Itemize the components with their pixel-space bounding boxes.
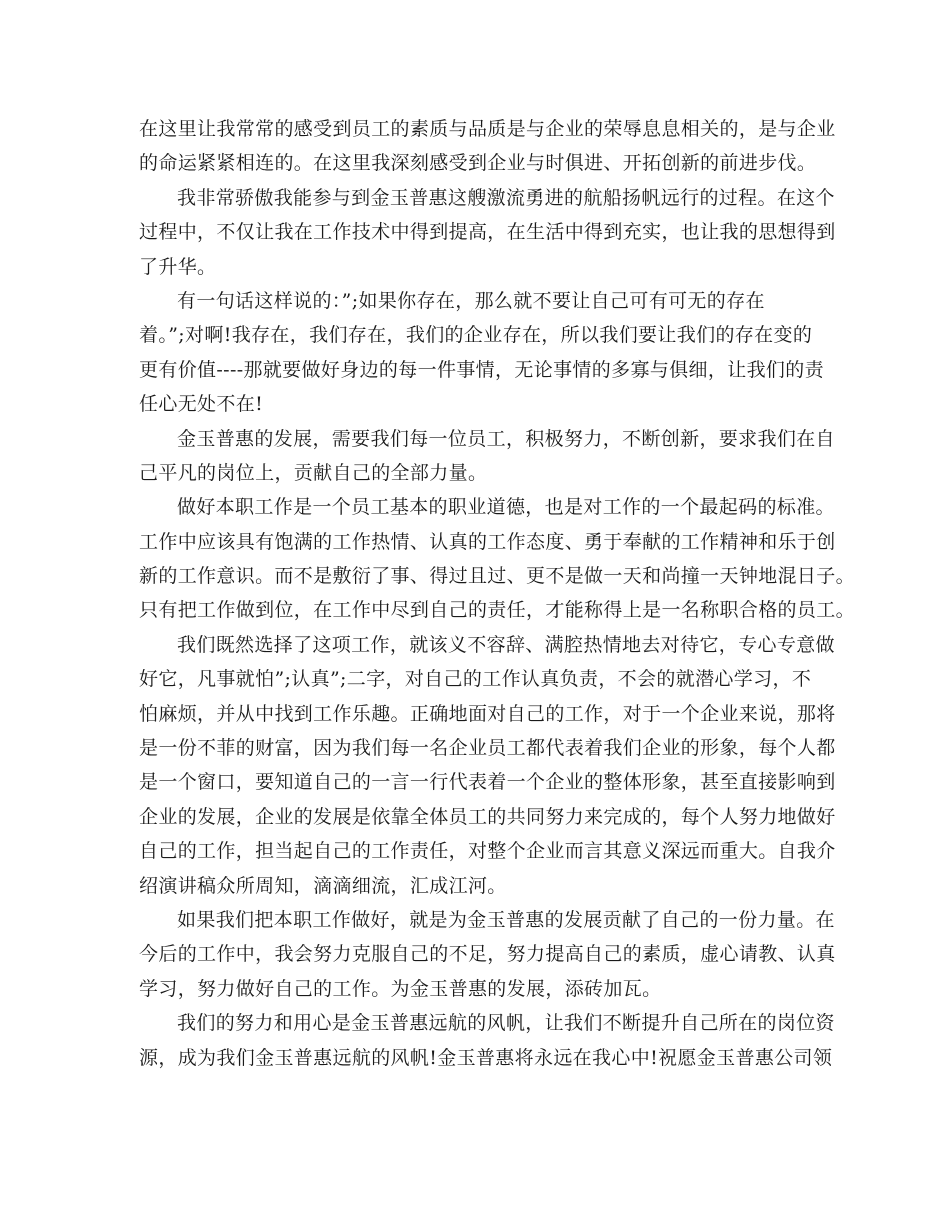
text-line: 过程中，不仅让我在工作技术中得到提高，在生活中得到充实，也让我的思想得到	[139, 221, 836, 244]
text-line: 好它，凡事就怕”;认真”;二字，对自己的工作认真负责，不会的就潜心学习，不	[139, 668, 812, 691]
text-line: 工作中应该具有饱满的工作热情、认真的工作态度、勇于奉献的工作精神和乐于创	[139, 530, 836, 553]
text-line: 在这里让我常常的感受到员工的素质与品质是与企业的荣辱息息相关的，是与企业	[139, 118, 836, 140]
text-line: 学习，努力做好自己的工作。为金玉普惠的发展，添砖加瓦。	[139, 977, 662, 1000]
text-line: 我非常骄傲我能参与到金玉普惠这艘激流勇进的航船扬帆远行的过程。在这个	[177, 186, 835, 209]
text-line: 是一个窗口，要知道自己的一言一行代表着一个企业的整体形象，甚至直接影响到	[139, 771, 836, 794]
text-line: 我们的努力和用心是金玉普惠远航的风帆，让我们不断提升自己所在的岗位资	[177, 1012, 835, 1035]
text-line: 做好本职工作是一个员工基本的职业道德，也是对工作的一个最起码的标准。	[177, 496, 835, 519]
text-line: 着。”;对啊!我存在，我们存在，我们的企业存在，所以我们要让我们的存在变的	[139, 324, 813, 347]
text-line: 任心无处不在!	[139, 393, 264, 416]
text-line: 是一份不菲的财富，因为我们每一名企业员工都代表着我们企业的形象，每个人都	[139, 737, 836, 760]
document-body	[139, 112, 855, 1075]
text-line: 有一句话这样说的：”;如果你存在，那么就不要让自己可有可无的存在	[177, 289, 765, 312]
text-line: 自己的工作，担当起自己的工作责任，对整个企业而言其意义深远而重大。自我介	[139, 840, 836, 863]
text-line: 金玉普惠的发展，需要我们每一位员工，积极努力，不断创新，要求我们在自	[177, 427, 835, 450]
text-line: 怕麻烦，并从中找到工作乐趣。正确地面对自己的工作，对于一个企业来说，那将	[139, 702, 836, 725]
text-line: 绍演讲稿众所周知，滴滴细流，汇成江河。	[139, 874, 507, 897]
text-line: 今后的工作中，我会努力克服自己的不足，努力提高自己的素质，虚心请教、认真	[139, 943, 836, 966]
text-line: 我们既然选择了这项工作，就该义不容辞、满腔热情地去对待它，专心专意做	[177, 633, 835, 656]
text-line: 源，成为我们金玉普惠远航的风帆!金玉普惠将永远在我心中!祝愿金玉普惠公司领	[139, 1046, 833, 1069]
text-line: 企业的发展，企业的发展是依靠全体员工的共同努力来完成的，每个人努力地做好	[139, 805, 836, 828]
text-line: 只有把工作做到位，在工作中尽到自己的责任，才能称得上是一名称职合格的员工。	[139, 599, 855, 622]
text-line: 的命运紧紧相连的。在这里我深刻感受到企业与时俱进、开拓创新的前进步伐。	[139, 152, 817, 175]
text-line: 新的工作意识。而不是敷衍了事、得过且过、更不是做一天和尚撞一天钟地混日子。	[139, 565, 855, 588]
text-line: 如果我们把本职工作做好，就是为金玉普惠的发展贡献了自己的一份力量。在	[177, 908, 835, 931]
text-line: 己平凡的岗位上，贡献自己的全部力量。	[139, 461, 488, 484]
text-line: 更有价值----那就要做好身边的每一件事情，无论事情的多寡与俱细，让我们的责	[139, 358, 824, 381]
text-line: 了升华。	[139, 255, 217, 278]
